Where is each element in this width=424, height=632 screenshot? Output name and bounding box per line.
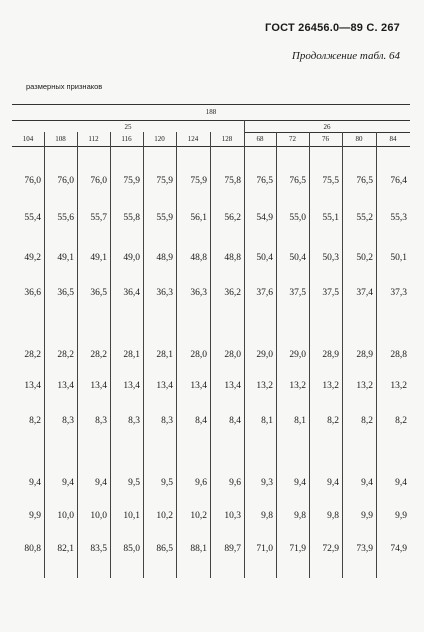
table-cell: 37,3 [390, 288, 407, 298]
table-cell: 71,0 [256, 544, 273, 554]
table-cell: 28,9 [322, 350, 339, 360]
column-header-11: 84 [389, 135, 397, 143]
table-cell: 9,9 [361, 511, 373, 521]
table-cell: 28,0 [190, 350, 207, 360]
table-cell: 55,6 [57, 213, 74, 223]
table-cell: 76,4 [390, 176, 407, 186]
table-cell: 49,0 [123, 253, 140, 263]
table-cell: 8,1 [294, 416, 306, 426]
column-header-9: 76 [322, 135, 329, 143]
table-cell: 50,1 [390, 253, 407, 263]
table-cell: 55,4 [24, 213, 41, 223]
table-cell: 13,4 [57, 381, 74, 391]
table-cell: 13,4 [190, 381, 207, 391]
column-header-7: 68 [256, 135, 264, 143]
table-cell: 55,1 [322, 213, 339, 223]
page-header: ГОСТ 26456.0—89 С. 267 [265, 22, 400, 34]
table-cell: 50,2 [356, 253, 373, 263]
table-cell: 36,4 [123, 288, 140, 298]
table-subtitle: размерных признаков [26, 82, 103, 91]
table-cell: 29,0 [256, 350, 273, 360]
table-cell: 9,8 [327, 511, 339, 521]
table-cell: 55,8 [123, 213, 140, 223]
column-header-8: 72 [289, 135, 296, 143]
table-cell: 76,5 [256, 176, 273, 186]
table-header-bottom-rule [12, 146, 410, 147]
table-cell: 37,4 [356, 288, 373, 298]
table-cell: 48,9 [156, 253, 173, 263]
table-cell: 76,0 [57, 176, 74, 186]
table-cell: 8,2 [395, 416, 407, 426]
table-cell: 75,5 [322, 176, 339, 186]
table-cell: 72,9 [322, 544, 339, 554]
table-cell: 28,2 [24, 350, 41, 360]
column-divider [244, 120, 245, 578]
table-cell: 56,1 [190, 213, 207, 223]
table-cell: 36,3 [190, 288, 207, 298]
table-cell: 82,1 [57, 544, 74, 554]
table-cell: 55,0 [289, 213, 306, 223]
table-cell: 8,2 [361, 416, 373, 426]
table-cell: 71,9 [289, 544, 306, 554]
table-cell: 13,2 [256, 381, 273, 391]
column-header-1: 108 [55, 135, 66, 143]
table-cell: 85,0 [123, 544, 140, 554]
table-cell: 9,4 [294, 478, 306, 488]
table-cell: 55,3 [390, 213, 407, 223]
table-rule-2 [244, 132, 410, 133]
table-cell: 13,2 [356, 381, 373, 391]
table-cell: 13,4 [156, 381, 173, 391]
table-cell: 9,4 [62, 478, 74, 488]
table-cell: 36,6 [24, 288, 41, 298]
table-cell: 9,4 [29, 478, 41, 488]
header-subgroup-25: 25 [124, 123, 132, 131]
table-cell: 13,4 [123, 381, 140, 391]
table-cell: 74,9 [390, 544, 407, 554]
column-header-6: 128 [221, 135, 233, 143]
table-cell: 8,3 [62, 416, 74, 426]
table-cell: 37,6 [256, 288, 273, 298]
header-subgroup-26: 26 [323, 123, 331, 131]
table-cell: 9,9 [29, 511, 41, 521]
table-cell: 75,9 [156, 176, 173, 186]
table-cell: 76,5 [289, 176, 306, 186]
table-cell: 49,2 [24, 253, 41, 263]
table-cell: 76,0 [24, 176, 41, 186]
table-cell: 9,3 [261, 478, 273, 488]
table-cell: 10,3 [224, 511, 241, 521]
table-cell: 8,4 [195, 416, 207, 426]
table-cell: 75,8 [224, 176, 241, 186]
column-header-2: 112 [88, 135, 99, 143]
table-cell: 75,9 [190, 176, 207, 186]
table-cell: 29,0 [289, 350, 306, 360]
table-cell: 48,8 [190, 253, 207, 263]
table-cell: 10,0 [57, 511, 74, 521]
table-cell: 49,1 [90, 253, 107, 263]
table-cell: 89,7 [224, 544, 241, 554]
table-cell: 8,2 [29, 416, 41, 426]
table-cell: 9,6 [229, 478, 241, 488]
table-cell: 28,1 [156, 350, 173, 360]
table-cell: 36,3 [156, 288, 173, 298]
table-cell: 8,4 [229, 416, 241, 426]
table-cell: 10,2 [190, 511, 207, 521]
table-cell: 10,1 [123, 511, 140, 521]
table-cell: 76,0 [90, 176, 107, 186]
table-cell: 76,5 [356, 176, 373, 186]
table-cell: 9,8 [294, 511, 306, 521]
table-cell: 50,4 [256, 253, 273, 263]
table-cell: 86,5 [156, 544, 173, 554]
table-cell: 9,4 [95, 478, 107, 488]
header-group-188: 188 [205, 108, 217, 116]
table-cell: 9,9 [395, 511, 407, 521]
table-rule-1 [12, 120, 410, 121]
table-cell: 9,4 [361, 478, 373, 488]
table-cell: 9,5 [161, 478, 173, 488]
table-cell: 73,9 [356, 544, 373, 554]
table-cell: 28,1 [123, 350, 140, 360]
table-cell: 88,1 [190, 544, 207, 554]
table-cell: 9,8 [261, 511, 273, 521]
column-header-5: 124 [187, 135, 199, 143]
table-cell: 8,2 [327, 416, 339, 426]
table-cell: 36,2 [224, 288, 241, 298]
table-cell: 10,0 [90, 511, 107, 521]
table-top-rule [12, 104, 410, 105]
table-cell: 75,9 [123, 176, 140, 186]
table-cell: 13,4 [90, 381, 107, 391]
table-cell: 36,5 [57, 288, 74, 298]
table-cell: 8,3 [161, 416, 173, 426]
table-cell: 10,2 [156, 511, 173, 521]
table-cell: 28,2 [90, 350, 107, 360]
table-cell: 49,1 [57, 253, 74, 263]
table-cell: 13,4 [224, 381, 241, 391]
table-cell: 50,3 [322, 253, 339, 263]
table-cell: 83,5 [90, 544, 107, 554]
table-cell: 13,2 [289, 381, 306, 391]
table-cell: 50,4 [289, 253, 306, 263]
column-header-3: 116 [121, 135, 132, 143]
table-cell: 55,9 [156, 213, 173, 223]
table-continuation-label: Продолжение табл. 64 [291, 50, 400, 62]
table-cell: 28,2 [57, 350, 74, 360]
column-header-0: 104 [22, 135, 34, 143]
table-cell: 9,4 [395, 478, 407, 488]
table-cell: 13,4 [24, 381, 41, 391]
table-cell: 56,2 [224, 213, 241, 223]
table-cell: 28,0 [224, 350, 241, 360]
table-cell: 13,2 [322, 381, 339, 391]
table-cell: 54,9 [256, 213, 273, 223]
table-cell: 9,6 [195, 478, 207, 488]
table-cell: 28,9 [356, 350, 373, 360]
column-header-4: 120 [154, 135, 165, 143]
table-cell: 9,4 [327, 478, 339, 488]
table-cell: 13,2 [390, 381, 407, 391]
table-cell: 55,7 [90, 213, 107, 223]
table-cell: 9,5 [128, 478, 140, 488]
table-cell: 48,8 [224, 253, 241, 263]
column-header-10: 80 [355, 135, 363, 143]
table-cell: 8,3 [128, 416, 140, 426]
table-cell: 8,3 [95, 416, 107, 426]
table-cell: 28,8 [390, 350, 407, 360]
table-cell: 55,2 [356, 213, 373, 223]
table-cell: 8,1 [261, 416, 273, 426]
table-cell: 37,5 [289, 288, 306, 298]
table-cell: 36,5 [90, 288, 107, 298]
table-cell: 80,8 [24, 544, 41, 554]
table-cell: 37,5 [322, 288, 339, 298]
